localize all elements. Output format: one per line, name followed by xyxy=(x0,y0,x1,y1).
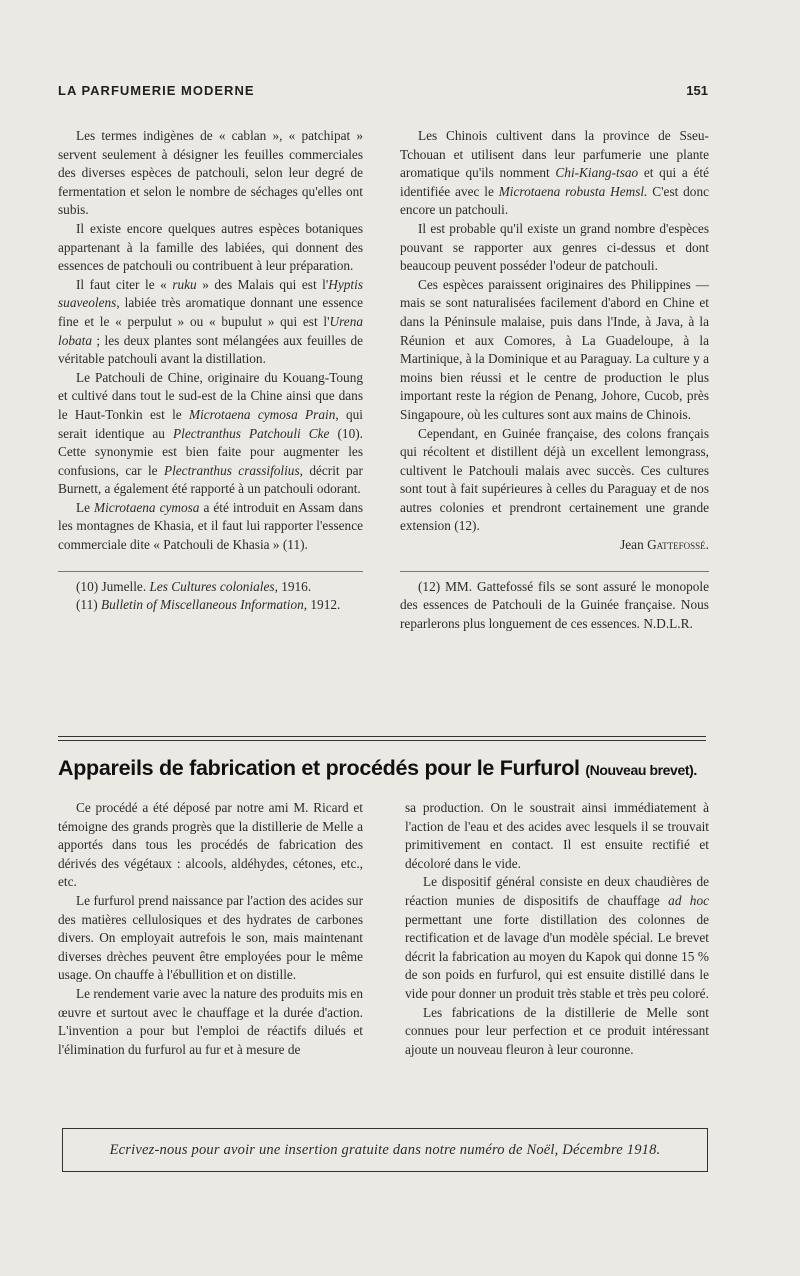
paragraph: Il existe encore quelques autres espèces botaniques appartenant à la famille des labiées, qui donnent des essences de patchouli ou contribuent à leur préparation. xyxy=(58,220,363,274)
author-signature: Jean Gattefossé. xyxy=(620,537,709,553)
paragraph: Il est probable qu'il existe un grand nombre d'espèces pouvant se rapporter aux genres ci-dessus et dont beaucoup peuvent posséder l'odeur de patchouli. xyxy=(400,220,709,274)
paragraph: Cependant, en Guinée française, des colons français qui récoltent et distillent déjà un excellent lemongrass, cultivent le Patchouli malais avec succès. Ces cultures sont tout à fait supérieures à celles du Paraguay et de nos autres colonies et prendront certainement une grande extension (12). xyxy=(400,425,709,534)
section-divider xyxy=(58,736,706,741)
top-left-column xyxy=(58,127,363,615)
paragraph: sa production. On le soustrait ainsi immédiatement à l'action de l'eau et des acides avec lesquels il se trouvait primitivement en contact. Il est ensuite rectifié et décoloré dans le vide. xyxy=(405,800,709,871)
paragraph: Les termes indigènes de « cablan », « patchipat » servent seulement à désigner les feuilles commerciales des diverses espèces de patchouli, selon leur degré de fermentation et selon le nombre de séchages qu'elles ont subis. xyxy=(58,128,363,218)
advertisement-notice xyxy=(62,1128,708,1172)
footnote-11: (11) Bulletin of Miscellaneous Information, 1912. xyxy=(76,597,341,613)
paragraph: Le Microtaena cymosa a été introduit en Assam dans les montagnes de Khasia, et il faut lui rapporter l'essence commerciale dite « Patchouli de Khasia » (11). xyxy=(58,499,364,553)
paragraph: Le Patchouli de Chine, originaire du Kouang-Toung et cultivé dans tout le sud-est de la Chine ainsi que dans le Haut-Tonkin est le Microtaena cymosa Prain, qui serait identique au Plectranthus Patchouli Cke (10). Cette synonymie est bien faite pour augmenter les confusions, car le Plectranthus crassifolius, décrit par Burnett, a également été rapporté à un patchouli odorant. xyxy=(58,369,363,497)
page-header xyxy=(58,83,708,98)
notice-text: Ecrivez-nous pour avoir une insertion gratuite dans notre numéro de Noël, Décembre 1918. xyxy=(109,1141,661,1158)
paragraph: Le furfurol prend naissance par l'action des acides sur des matières cellulosiques et des hydrates de carbones divers. On employait autrefois le son, mais maintenant diverses drèches peuvent être employées pour le même usage. On chauffe à l'ébullition et on distille. xyxy=(58,892,363,983)
article-subtitle: (Nouveau brevet). xyxy=(585,762,697,778)
paragraph: Le rendement varie avec la nature des produits mis en œuvre et surtout avec le chauffage et la durée d'action. L'invention a pour but l'emploi de réactifs dilués et l'élimination du furfurol au fur et à mesure de xyxy=(58,985,363,1057)
running-title: LA PARFUMERIE MODERNE xyxy=(58,83,255,98)
paragraph: Ces espèces paraissent originaires des Philippines — mais se sont naturalisées facilement d'abord en Chine et dans la Péninsule malaise, puis dans l'Inde, à Java, à la Réunion et aux Comores, à La Guadeloupe, à la Martinique, à la Dominique et au Paraguay. La culture y a moins bien réussi et le centre de production le plus important reste la région de Penang, Johore, Cucob, près Singapoure, où les cultures sont aux mains de Chinois. xyxy=(400,276,709,422)
footnote-divider xyxy=(400,571,709,572)
top-right-column xyxy=(400,127,709,633)
footnote-divider xyxy=(58,571,363,572)
paragraph: Il faut citer le « ruku » des Malais qui est l'Hyptis suaveolens, labiée très aromatique donnant une essence fine et le « perpulut » ou « bupulut » qui est l'Urena lobata ; les deux plantes sont mélangées aux feuilles de véritable patchouli avant la distillation. xyxy=(58,276,363,367)
bottom-right-column xyxy=(405,799,709,1059)
footnote-10: (10) Jumelle. Les Cultures coloniales, 1916. xyxy=(76,578,312,594)
article-title-text: Appareils de fabrication et procédés pour le Furfurol xyxy=(58,756,580,780)
page-number: 151 xyxy=(686,83,708,98)
article-title xyxy=(58,756,723,781)
bottom-left-column xyxy=(58,799,363,1059)
paragraph: Les Chinois cultivent dans la province de Sseu-Tchouan et utilisent dans leur parfumerie une plante aromatique qu'ils nomment Chi-Kiang-tsao et qui a été identifiée avec le Microtaena robusta Hemsl. C'est donc encore un patchouli. xyxy=(400,128,710,218)
paragraph: Le dispositif général consiste en deux chaudières de réaction munies de dispositifs de chauffage ad hoc permettant une forte distillation des colonnes de rectification et de lavage d'un modèle spécial. Le brevet décrit la fabrication au moyen du Kapok qui donne 15 % de son poids en furfurol, qui est ensuite distillé dans le vide pour donner un produit très stable et très peu coloré. xyxy=(405,874,709,1001)
paragraph: Ce procédé a été déposé par notre ami M. Ricard et témoigne des grands progrès que la distillerie de Melle a apportés dans tous les procédés de fabrication des dérivés des végétaux : alcools, aldéhydes, cétones, etc., etc. xyxy=(58,800,363,890)
footnote-12: (12) MM. Gattefossé fils se sont assuré le monopole des essences de Patchouli de la Guinée française. Nous reparlerons plus longuement de ces essences. N.D.L.R. xyxy=(400,578,709,631)
paragraph: Les fabrications de la distillerie de Melle sont connues pour leur perfection et ce produit intéressant ajoute un nouveau fleuron à leur couronne. xyxy=(405,1004,709,1057)
